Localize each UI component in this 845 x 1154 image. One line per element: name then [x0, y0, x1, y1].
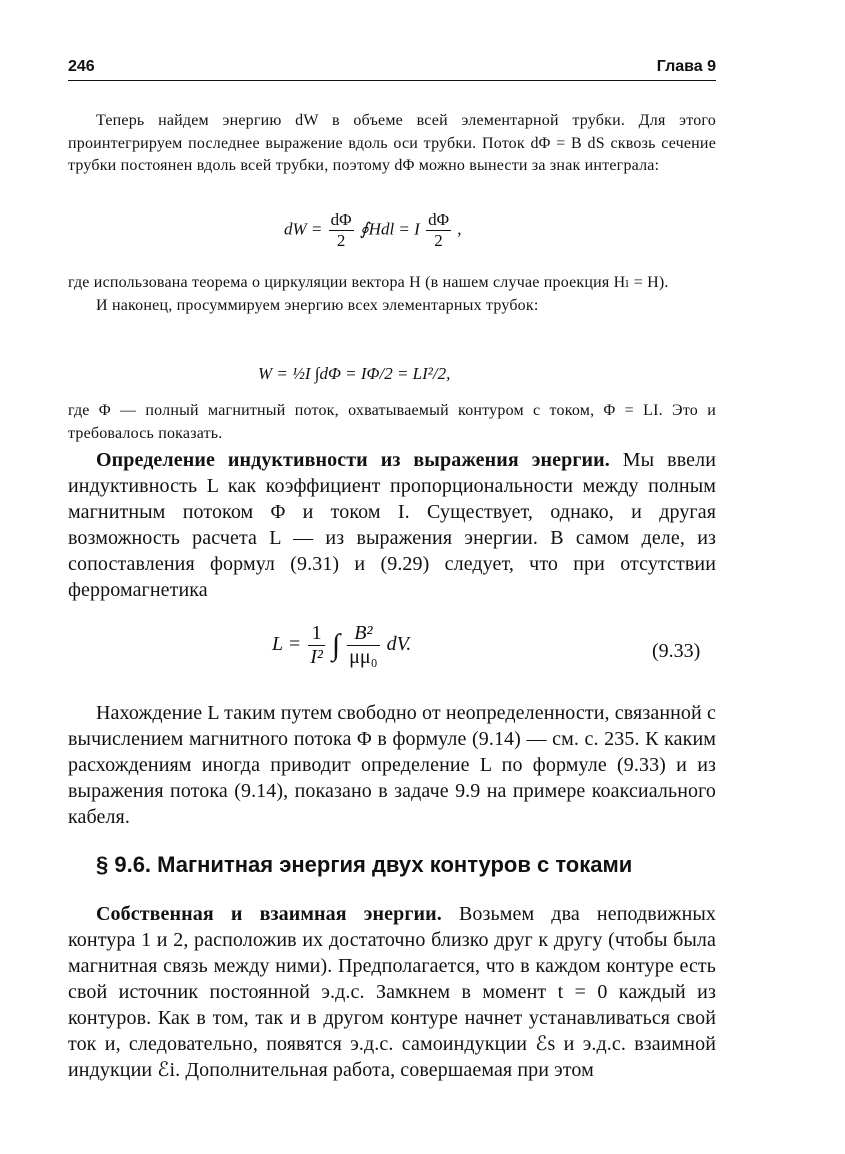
equation-inductance	[272, 622, 411, 669]
paragraph-2	[68, 272, 716, 317]
inductance-fraction-2-denominator: μμ₀	[349, 646, 378, 668]
chapter-label: Глава 9	[656, 58, 716, 75]
equation-w-total-text: W = ½I ∫dΦ = IΦ/2 = LI²/2,	[258, 364, 451, 383]
fraction-1-denominator: 2	[336, 231, 346, 250]
section-heading: § 9.6. Магнитная энергия двух контуров с токами	[96, 852, 633, 877]
equation-inductance-fraction-2	[347, 622, 379, 669]
paragraph-1	[68, 110, 716, 178]
paragraph-7-body: Возьмем два неподвижных контура 1 и 2, расположив их достаточно близко друг к другу (чтобы была магнитная связь между ними). Предполагается, что в каждом контуре есть свой источник постоянной э.д.с. Замкнем в момент t = 0 каждый из контуров. Как в том, так и в другом контуре начнет устанавливаться свой ток и, следовательно, появятся э.д.с. самоиндукции ℰs и э.д.с. взаимной индукции ℰi. Дополнительная работа, совершаемая при этом	[68, 903, 717, 1081]
page-header	[68, 58, 716, 81]
fraction-1-numerator: dΦ	[330, 210, 352, 229]
equation-dw	[284, 210, 462, 251]
paragraph-6	[68, 700, 716, 830]
equation-number: (9.33)	[652, 640, 701, 662]
equation-inductance-tail: dV.	[386, 633, 412, 656]
equation-dw-lhs: dW =	[284, 219, 323, 239]
paragraph-1-text: Теперь найдем энергию dW в объеме всей элементарной трубки. Для этого проинтегрируем последнее выражение вдоль оси трубки. Поток dΦ = B dS сквозь сечение трубки постоянен вдоль всей трубки, поэтому dΦ можно вынести за знак интеграла:	[68, 112, 716, 175]
paragraph-7-heading: Собственная и взаимная энергии.	[96, 903, 442, 925]
paragraph-3-text: И наконец, просуммируем энергию всех элементарных трубок:	[96, 296, 539, 314]
paragraph-4	[68, 400, 716, 445]
paragraph-5	[68, 447, 716, 603]
inductance-fraction-2-numerator: B²	[347, 622, 379, 646]
equation-dw-integrand: ∮Hdl = I	[359, 219, 420, 239]
paragraph-4-text: где Φ — полный магнитный поток, охватываемый контуром с током, Φ = LI. Это и требовалось показать.	[68, 402, 716, 442]
equation-inductance-fraction-1	[308, 622, 325, 669]
inductance-fraction-1-denominator: I²	[310, 646, 323, 668]
equation-inductance-lhs: L =	[272, 633, 302, 656]
paragraph-7	[68, 901, 716, 1083]
fraction-2-denominator: 2	[434, 231, 443, 250]
paragraph-2-text: где использована теорема о циркуляции вектора H (в нашем случае проекция Hₗ = H).	[68, 274, 669, 291]
integral-sign: ∫	[331, 628, 341, 662]
equation-w-total	[258, 364, 450, 384]
paragraph-5-body: Мы ввели индуктивность L как коэффициент пропорциональности между полным магнитным потоком Φ и током I. Существует, однако, и другая возможность расчета L — из выражения энергии. В самом деле, из сопоставления формул (9.31) и (9.29) следует, что при отсутствии ферромагнетика	[68, 449, 716, 601]
page-number: 246	[68, 58, 95, 75]
paragraph-5-text	[68, 447, 716, 603]
fraction-2-numerator: dΦ	[428, 210, 450, 229]
inductance-fraction-1-numerator: 1	[308, 622, 325, 646]
equation-dw-fraction-1	[329, 210, 354, 251]
equation-dw-tail: ,	[457, 219, 462, 239]
paragraph-6-text: Нахождение L таким путем свободно от неопределенности, связанной с вычислением магнитного потока Φ в формуле (9.14) — см. с. 235. К каким расхождениям иногда приводит определение L по формуле (9.33) и из выражения потока (9.14), показано в задаче 9.9 на примере коаксиального кабеля.	[68, 702, 716, 828]
equation-dw-fraction-2	[426, 210, 451, 251]
paragraph-7-text	[68, 901, 716, 1083]
paragraph-5-heading: Определение индуктивности из выражения энергии.	[96, 449, 610, 471]
